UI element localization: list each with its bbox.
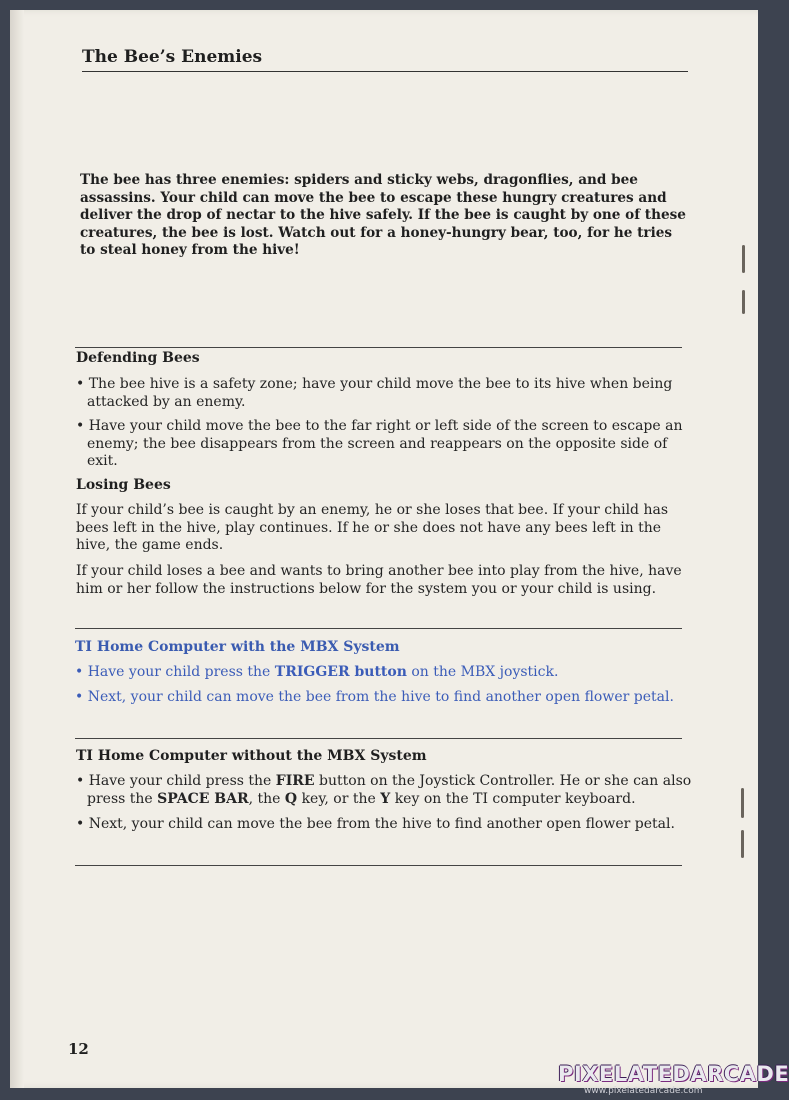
intro-paragraph: The bee has three enemies: spiders and sticky webs, dragonflies, and bee assassins. Your child can move the bee to escape these hungry creatures and deliver the drop of nectar to the hive safely. If the bee is caught by one of these creatures, the bee is lost. Watch out for a honey-hungry bear, too, for he tries to steal honey from the hive!: [80, 172, 686, 258]
mbx-bullet-1: [75, 664, 692, 682]
no-mbx-text-d: key, or the: [297, 790, 381, 807]
section-divider: [75, 738, 682, 739]
watermark-logo: PIXELATEDARCADE: [558, 1062, 789, 1086]
section-divider: [75, 865, 682, 866]
no-mbx-text-a: • Have your child press the: [76, 773, 276, 789]
no-mbx-bullet-2: • Next, your child can move the bee from the hive to find another open flower petal.: [76, 816, 675, 832]
defending-bullet-2: • Have your child move the bee to the far right or left side of the screen to escape an enemy; the bee disappears from the screen and reappears on the opposite side of exit.: [76, 418, 683, 469]
space-bar-key-label: SPACE BAR: [157, 790, 249, 807]
mbx-bullet-1-post: on the MBX joystick.: [406, 664, 559, 680]
no-mbx-text-c: , the: [248, 790, 285, 807]
losing-paragraph-1: If your child’s bee is caught by an enemy, he or she loses that bee. If your child has bees left in the hive, play continues. If he or she does not have any bees left in the hive, the game ends.: [76, 502, 669, 553]
staple-mark: [741, 830, 744, 858]
losing-bees-heading: Losing Bees: [76, 477, 171, 493]
q-key-label: Q: [284, 790, 298, 807]
section-divider: [75, 347, 682, 348]
defending-bees-heading: Defending Bees: [76, 350, 200, 366]
fire-key-label: FIRE: [275, 773, 315, 789]
no-mbx-text-e: key on the TI computer keyboard.: [390, 790, 636, 807]
staple-mark: [741, 788, 744, 818]
losing-paragraph-2: If your child loses a bee and wants to bring another bee into play from the hive, have him or her follow the instructions below for the system you or your child is using.: [76, 563, 682, 597]
no-mbx-text-b: button on the Joystick Controller. He or she can also press the: [87, 773, 692, 807]
defending-bullet-1: • The bee hive is a safety zone; have your child move the bee to its hive when being attacked by an enemy.: [76, 376, 673, 410]
watermark-url: www.pixelatedarcade.com: [584, 1086, 703, 1096]
section-divider: [75, 628, 682, 629]
trigger-button-label: TRIGGER button: [274, 664, 407, 680]
page-spine-shadow: [10, 10, 24, 1088]
no-mbx-bullet-1: [76, 773, 693, 808]
mbx-bullet-2: • Next, your child can move the bee from the hive to find another open flower petal.: [75, 689, 674, 705]
staple-mark: [742, 290, 745, 314]
page-title: The Bee’s Enemies: [82, 47, 688, 72]
y-key-label: Y: [380, 790, 391, 807]
mbx-bullet-1-pre: • Have your child press the: [75, 664, 275, 680]
mbx-system-heading: TI Home Computer with the MBX System: [75, 639, 400, 655]
page-number: 12: [68, 1040, 89, 1058]
staple-mark: [742, 245, 745, 273]
no-mbx-system-heading: TI Home Computer without the MBX System: [76, 748, 427, 764]
